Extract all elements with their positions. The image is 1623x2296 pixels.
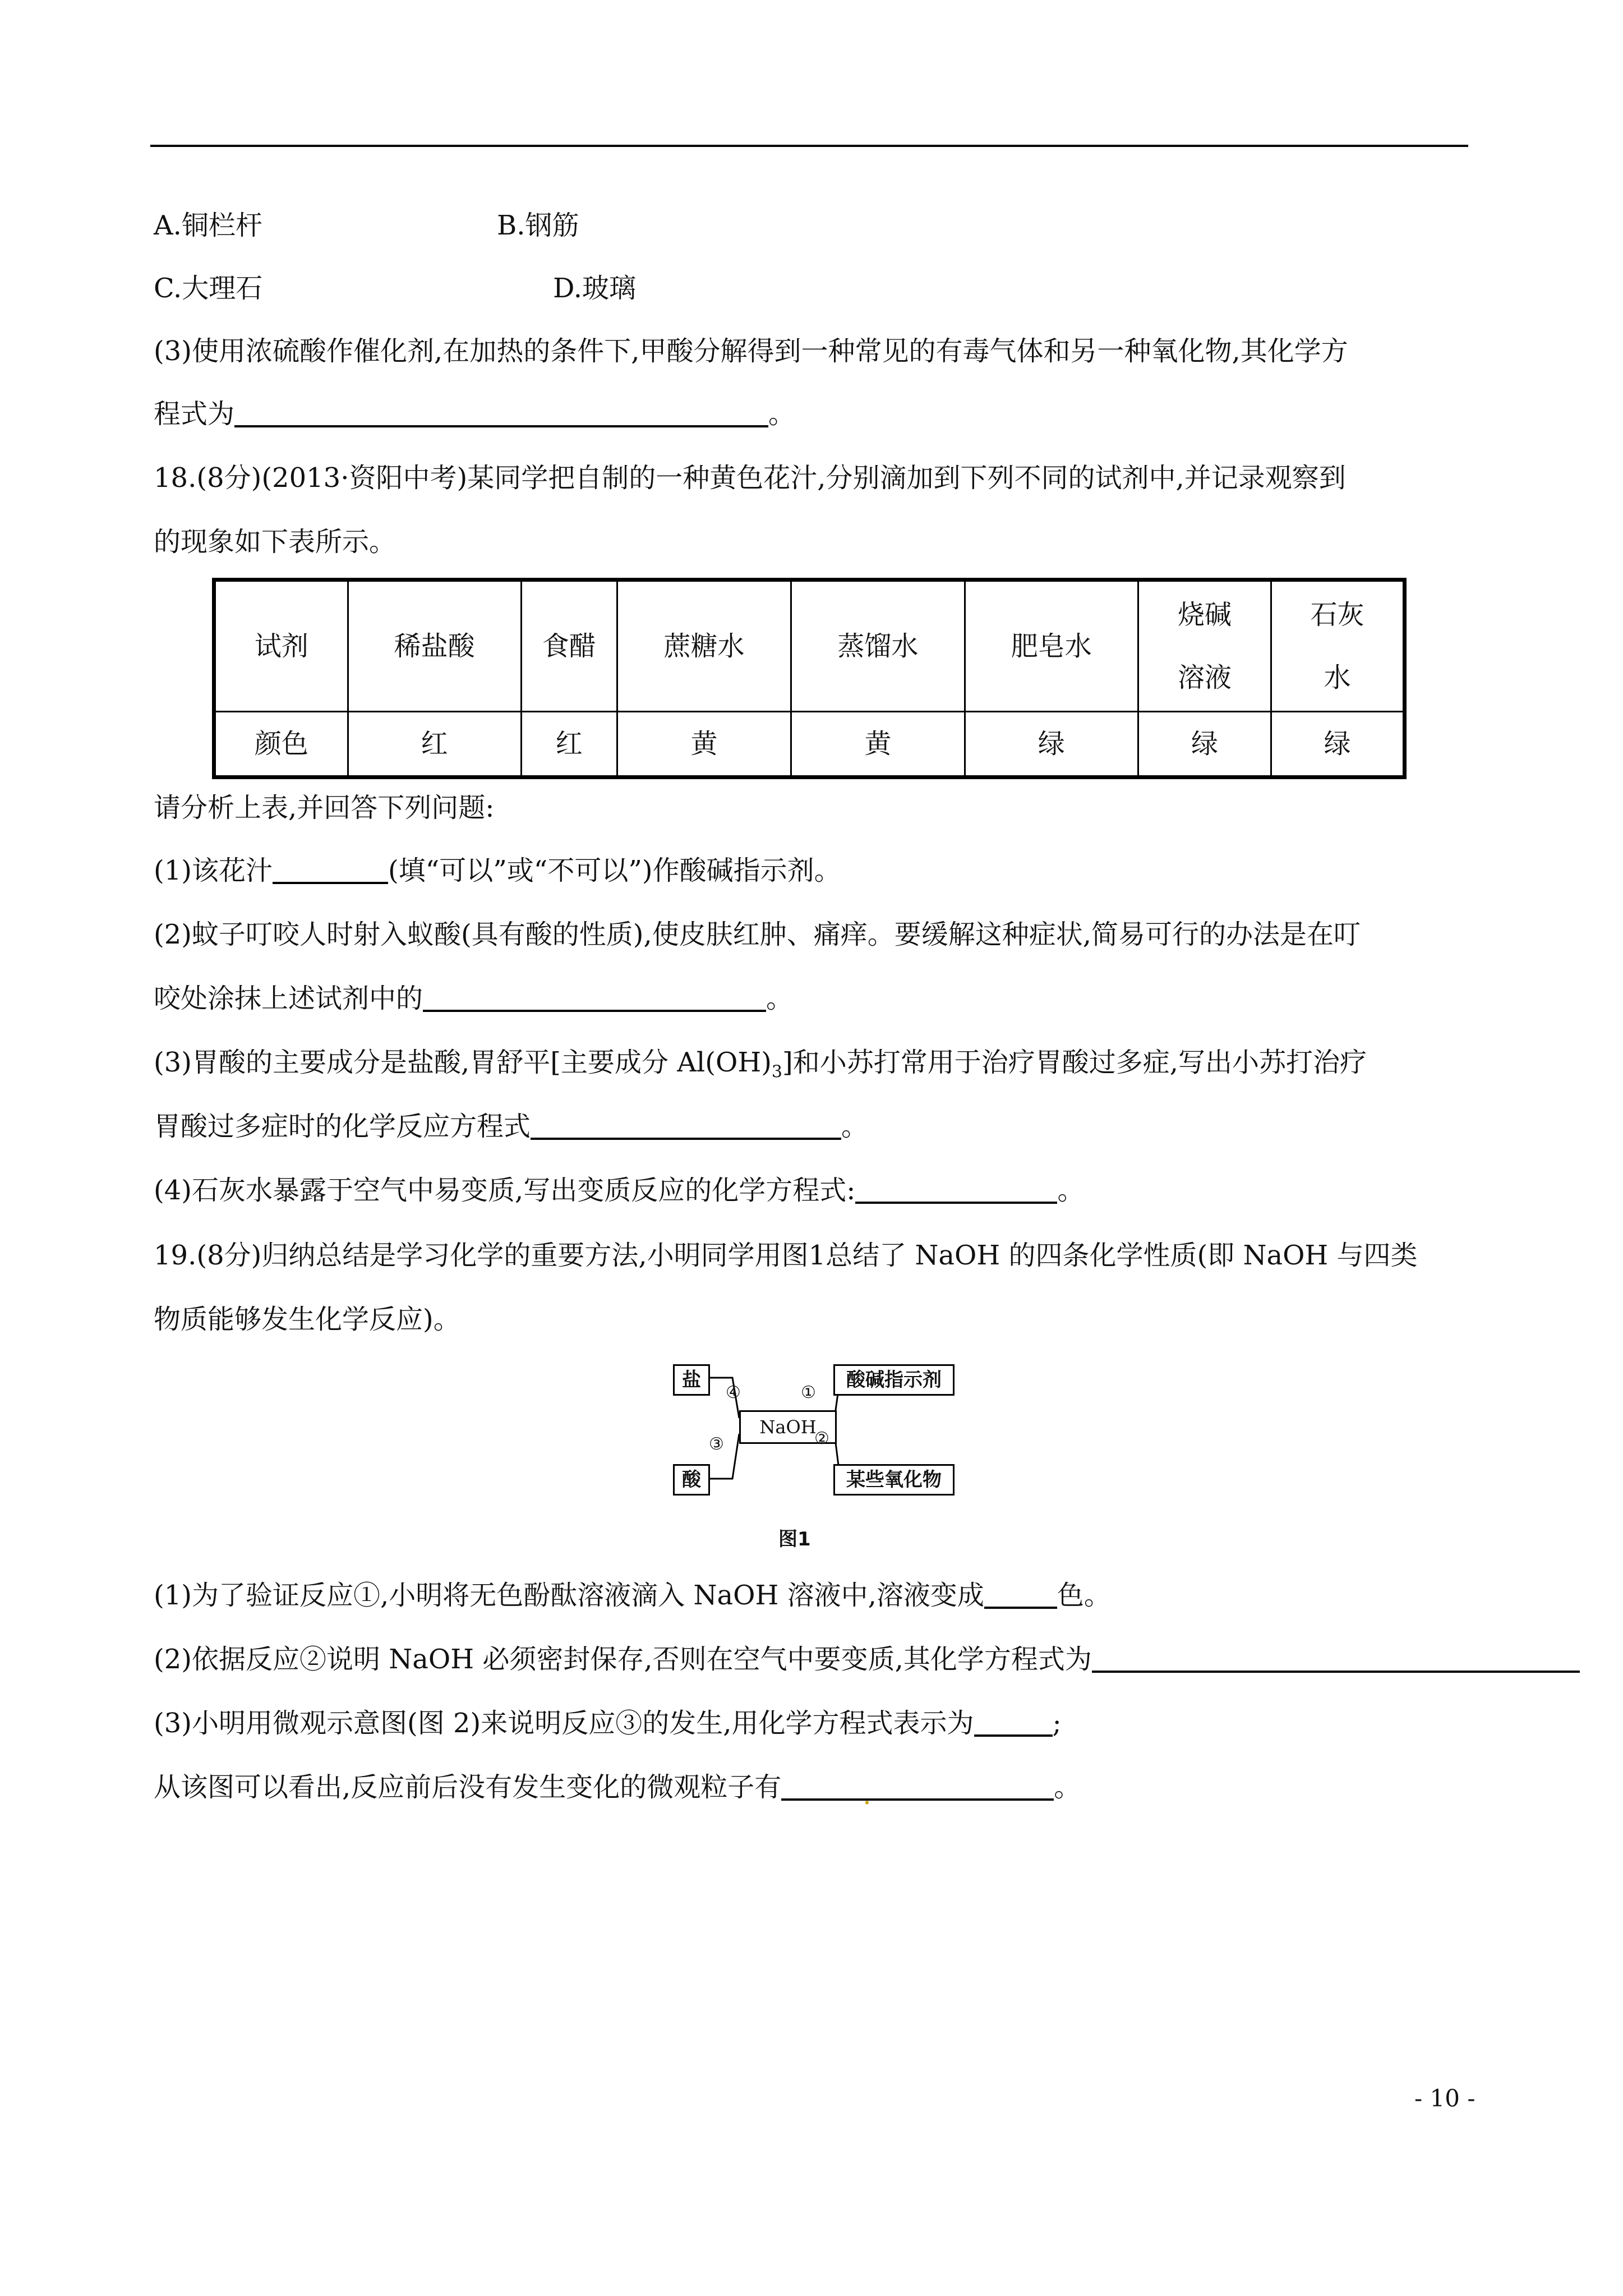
- page-number: - 10 -: [1414, 2085, 1476, 2112]
- q18-p3-line1: [154, 1046, 1367, 1089]
- q19-p1-end: 色。: [1057, 1580, 1111, 1611]
- table-cell: 稀盐酸: [348, 580, 521, 712]
- q19-line1: 19.(8分)归纳总结是学习化学的重要方法,小明同学用图1总结了 NaOH 的四条化学性质(即 NaOH 与四类: [154, 1240, 1418, 1271]
- answer-blank[interactable]: [423, 984, 766, 1012]
- figure-caption: 图1: [778, 1528, 811, 1550]
- naoh-diagram: [671, 1362, 953, 1497]
- table-row-color: [214, 712, 1405, 777]
- q18-p2-line2: [154, 982, 793, 1015]
- answer-blank[interactable]: [234, 399, 768, 427]
- q18-p3-text-end: ]和小苏打常用于治疗胃酸过多症,写出小苏打治疗: [782, 1047, 1367, 1078]
- option-c: C.大理石: [154, 273, 263, 304]
- table-cell: 黄: [791, 712, 965, 777]
- box-salt: 盐: [673, 1364, 710, 1396]
- q17-3-line2: [154, 397, 795, 431]
- q19-p2: [154, 1642, 1580, 1676]
- q18-p1-text-end: (填“可以”或“不可以”)作酸碱指示剂。: [388, 855, 841, 886]
- table-cell: 肥皂水: [965, 580, 1138, 712]
- table-cell: 绿: [965, 712, 1138, 777]
- box-naoh: NaOH: [739, 1410, 837, 1444]
- q18-p3-text2: 胃酸过多症时的化学反应方程式: [154, 1111, 531, 1142]
- q19-line2: 物质能够发生化学反应)。: [154, 1304, 460, 1335]
- q18-p4: [154, 1174, 1084, 1207]
- q19-p4: [154, 1770, 1081, 1811]
- q18-p1-text: (1)该花汁: [154, 855, 273, 886]
- cell-line: 烧碱: [1178, 599, 1232, 631]
- table-cell: [1271, 580, 1405, 712]
- option-d: D.玻璃: [553, 273, 637, 304]
- label-3: ③: [709, 1434, 724, 1454]
- option-a: A.铜栏杆: [154, 210, 262, 241]
- q18-analyze: 请分析上表,并回答下列问题:: [154, 792, 495, 823]
- answer-blank[interactable]: [781, 1773, 1054, 1811]
- cell-line: 溶液: [1178, 662, 1232, 693]
- answer-blank[interactable]: [531, 1112, 841, 1140]
- q18-line2: 的现象如下表所示。: [154, 526, 396, 558]
- subscript: 3: [771, 1062, 783, 1082]
- table-cell: [1138, 580, 1271, 712]
- answer-blank[interactable]: [273, 856, 388, 884]
- answer-blank[interactable]: [1092, 1645, 1580, 1673]
- q19-p1: [154, 1579, 1111, 1612]
- q18-line1: 18.(8分)(2013·资阳中考)某同学把自制的一种黄色花汁,分别滴加到下列不同的试剂中,并记录观察到: [154, 462, 1346, 494]
- q18-p3-line2: [154, 1110, 868, 1143]
- q19-p3-end: ;: [1052, 1708, 1062, 1739]
- table-cell: 绿: [1138, 712, 1271, 777]
- q17-3-end: 。: [768, 398, 796, 430]
- q19-p1-text: (1)为了验证反应①,小明将无色酚酞溶液滴入 NaOH 溶液中,溶液变成: [154, 1580, 984, 1611]
- option-row-cd: [154, 272, 637, 305]
- label-4: ④: [726, 1383, 741, 1402]
- option-b: B.钢筋: [497, 210, 579, 241]
- q17-3-text: 程式为: [154, 398, 235, 430]
- q19-p3-text: (3)小明用微观示意图(图 2)来说明反应③的发生,用化学方程式表示为: [154, 1708, 974, 1739]
- box-indicator: 酸碱指示剂: [833, 1364, 955, 1396]
- stray-dot: .: [863, 1779, 872, 1811]
- q19-p3: [154, 1706, 1062, 1740]
- q18-p4-end: 。: [1057, 1175, 1085, 1206]
- box-acid: 酸: [673, 1464, 710, 1496]
- table-cell: 颜色: [214, 712, 348, 777]
- table-cell: 红: [521, 712, 617, 777]
- q18-p4-text: (4)石灰水暴露于空气中易变质,写出变质反应的化学方程式:: [154, 1175, 856, 1206]
- q18-p3-end: 。: [841, 1111, 869, 1142]
- table-row-header: [214, 580, 1405, 712]
- option-row-ab: [154, 209, 579, 242]
- header-rule: [150, 145, 1468, 147]
- q18-p2-line1: (2)蚊子叮咬人时射入蚁酸(具有酸的性质),使皮肤红肿、痛痒。要缓解这种症状,简易可行的办法是在叮: [154, 919, 1361, 950]
- table-cell: 蒸馏水: [791, 580, 965, 712]
- q18-p1: [154, 854, 841, 887]
- q18-p2-text: 咬处涂抹上述试剂中的: [154, 983, 423, 1014]
- indicator-table: [212, 578, 1407, 779]
- label-1: ①: [801, 1383, 816, 1402]
- answer-blank[interactable]: [984, 1581, 1057, 1609]
- q19-p2-text: (2)依据反应②说明 NaOH 必须密封保存,否则在空气中要变质,其化学方程式为: [154, 1644, 1092, 1675]
- table-cell: 红: [348, 712, 521, 777]
- label-2: ②: [814, 1429, 829, 1448]
- table-cell: 食醋: [521, 580, 617, 712]
- table-cell: 蔗糖水: [617, 580, 791, 712]
- table-cell: 试剂: [214, 580, 348, 712]
- q17-3-line1: (3)使用浓硫酸作催化剂,在加热的条件下,甲酸分解得到一种常见的有毒气体和另一种氧化物,其化学方: [154, 335, 1348, 367]
- cell-line: 水: [1324, 662, 1351, 693]
- q19-p4-text: 从该图可以看出,反应前后没有发生变化的微观粒子有: [154, 1772, 782, 1803]
- q18-p3-text: (3)胃酸的主要成分是盐酸,胃舒平[主要成分 Al(OH): [154, 1047, 772, 1078]
- cell-line: 石灰: [1310, 599, 1364, 631]
- q19-p4-end: 。: [1054, 1772, 1081, 1803]
- answer-blank[interactable]: [855, 1176, 1057, 1204]
- box-oxide: 某些氧化物: [833, 1464, 955, 1496]
- table-cell: 绿: [1271, 712, 1405, 777]
- table-cell: 黄: [617, 712, 791, 777]
- q18-p2-end: 。: [766, 983, 794, 1014]
- answer-blank[interactable]: [974, 1709, 1053, 1737]
